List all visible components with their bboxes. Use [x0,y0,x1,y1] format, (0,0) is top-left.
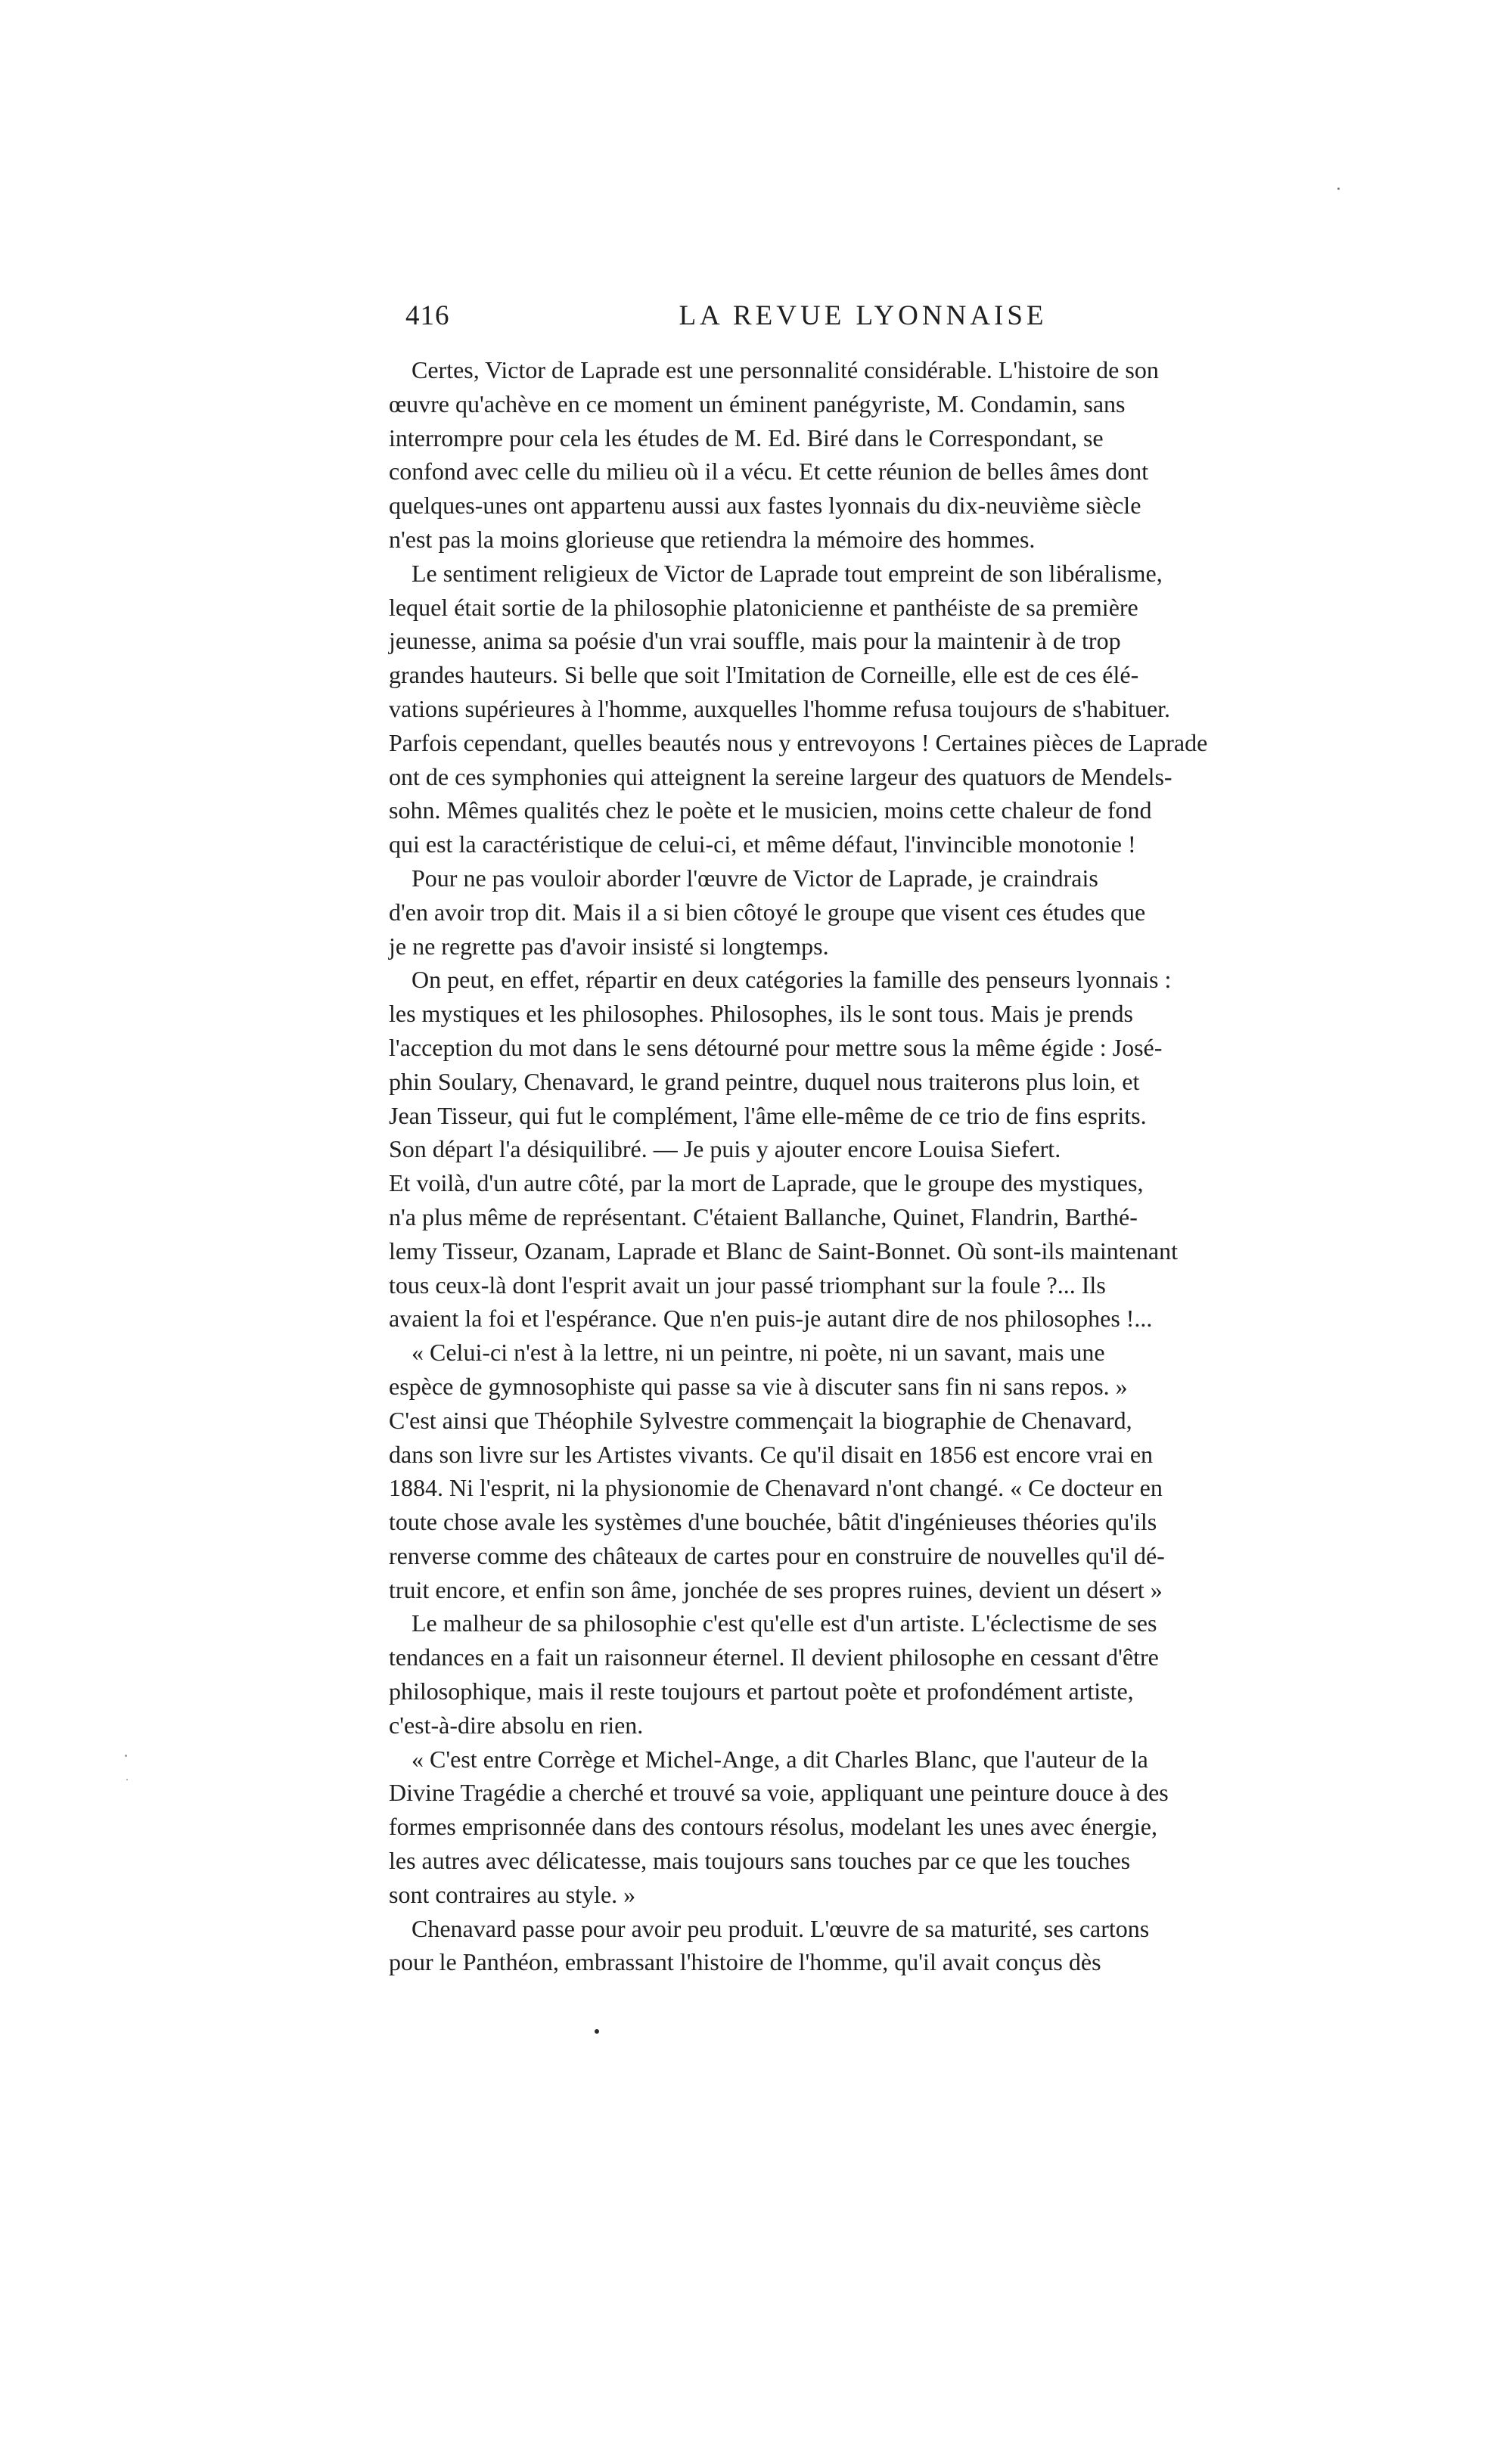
paragraph: Chenavard passe pour avoir peu produit. L'œuvre de sa maturité, ses cartons pour le Panthéon, embrassant l'histoire de l'homme, qu'il avait conçus dès [389,1914,1150,1976]
paragraph: « Celui-ci n'est à la lettre, ni un peintre, ni poète, ni un savant, mais une espèce de gymnosophiste qui passe sa vie à discuter sans fin ni sans repos. » C'est ainsi que Théophile Sylvestre commençait la biographie de Chenavard, dans son livre sur les Artistes vivants. Ce qu'il disait en 1856 est encore vrai en 1884. Ni l'esprit, ni la physionomie de Chenavard n'ont changé. « Ce docteur en toute chose avale les systèmes d'une bouchée, bâtit d'ingénieuses théories qu'ils renverse comme des châteaux de cartes pour en construire de nouvelles qu'il dé- truit encore, et enfin son âme, jonchée de ses propres ruines, devient un désert » [389,1339,1165,1603]
page-header [405,299,1321,345]
paragraph: « C'est entre Corrège et Michel-Ange, a dit Charles Blanc, que l'auteur de la Divine Tragédie a cherché et trouvé sa voie, appliquant une peinture douce à des formes emprisonnée dans des contours résolus, modelant les unes avec énergie, les autres avec délicatesse, mais toujours sans touches par ce que les touches sont contraires au style. » [389,1745,1169,1908]
ink-speck [595,2029,599,2034]
body-text [389,353,1322,1979]
paragraph: Certes, Victor de Laprade est une personnalité considérable. L'histoire de son œuvre qu'achève en ce moment un éminent panégyriste, M. Condamin, sans interrompre pour cela les études de M. Ed. Biré dans le Correspondant, se confond avec celle du milieu où il a vécu. Et cette réunion de belles âmes dont quelques-unes ont appartenu aussi aux fastes lyonnais du dix-neuvième siècle n'est pas la moins glorieuse que retiendra la mémoire des hommes. [389,356,1159,553]
paragraph: Pour ne pas vouloir aborder l'œuvre de Victor de Laprade, je craindrais d'en avoir trop dit. Mais il a si bien côtoyé le groupe que visent ces études que je ne regrette pas d'avoir insisté si longtemps. [389,864,1146,960]
ink-speck [1337,188,1340,190]
paragraph: Et voilà, d'un autre côté, par la mort de Laprade, que le groupe des mystiques, n'a plus même de représentant. C'étaient Ballanche, Quinet, Flandrin, Barthé- lemy Tisseur, Ozanam, Laprade et Blanc de Saint-Bonnet. Où sont-ils maintenant tous ceux-là dont l'esprit avait un jour passé triomphant sur la foule ?... Ils avaient la foi et l'espérance. Que n'en puis-je autant dire de nos philosophes !... [389,1169,1178,1333]
ink-speck [126,1779,128,1780]
paragraph: Le sentiment religieux de Victor de Laprade tout empreint de son libéralisme, lequel était sortie de la philosophie platonicienne et panthéiste de sa première jeunesse, anima sa poésie d'un vrai souffle, mais pour la maintenir à de trop grandes hauteurs. Si belle que soit l'Imitation de Corneille, elle est de ces élé- vations supérieures à l'homme, auxquelles l'homme refusa toujours de s'habituer. Parfois cependant, quelles beautés nous y entrevoyons ! Certaines pièces de Laprade ont de ces symphonies qui atteignent la sereine largeur des quatuors de Mendels- sohn. Mêmes qualités chez le poète et le musicien, moins cette chaleur de fond qui est la caractéristique de celui-ci, et même défaut, l'invincible monotonie ! [389,559,1208,858]
paragraph: On peut, en effet, répartir en deux catégories la famille des penseurs lyonnais : les mystiques et les philosophes. Philosophes, ils le sont tous. Mais je prends l'acception du mot dans le sens détourné pour mettre sous la même égide : José- phin Soulary, Chenavard, le grand peintre, duquel nous traiterons plus loin, et Jean Tisseur, qui fut le complément, l'âme elle-même de ce trio de fins esprits. Son départ l'a désiquilibré. — Je puis y ajouter encore Louisa Siefert. [389,966,1172,1163]
page-number: 416 [405,300,450,331]
paragraph: Le malheur de sa philosophie c'est qu'elle est d'un artiste. L'éclectisme de ses tendances en a fait un raisonneur éternel. Il devient philosophe en cessant d'être philosophique, mais il reste toujours et partout poète et profondément artiste, c'est-à-dire absolu en rien. [389,1609,1159,1739]
running-title: LA REVUE LYONNAISE [679,300,1048,331]
ink-speck [125,1755,127,1757]
